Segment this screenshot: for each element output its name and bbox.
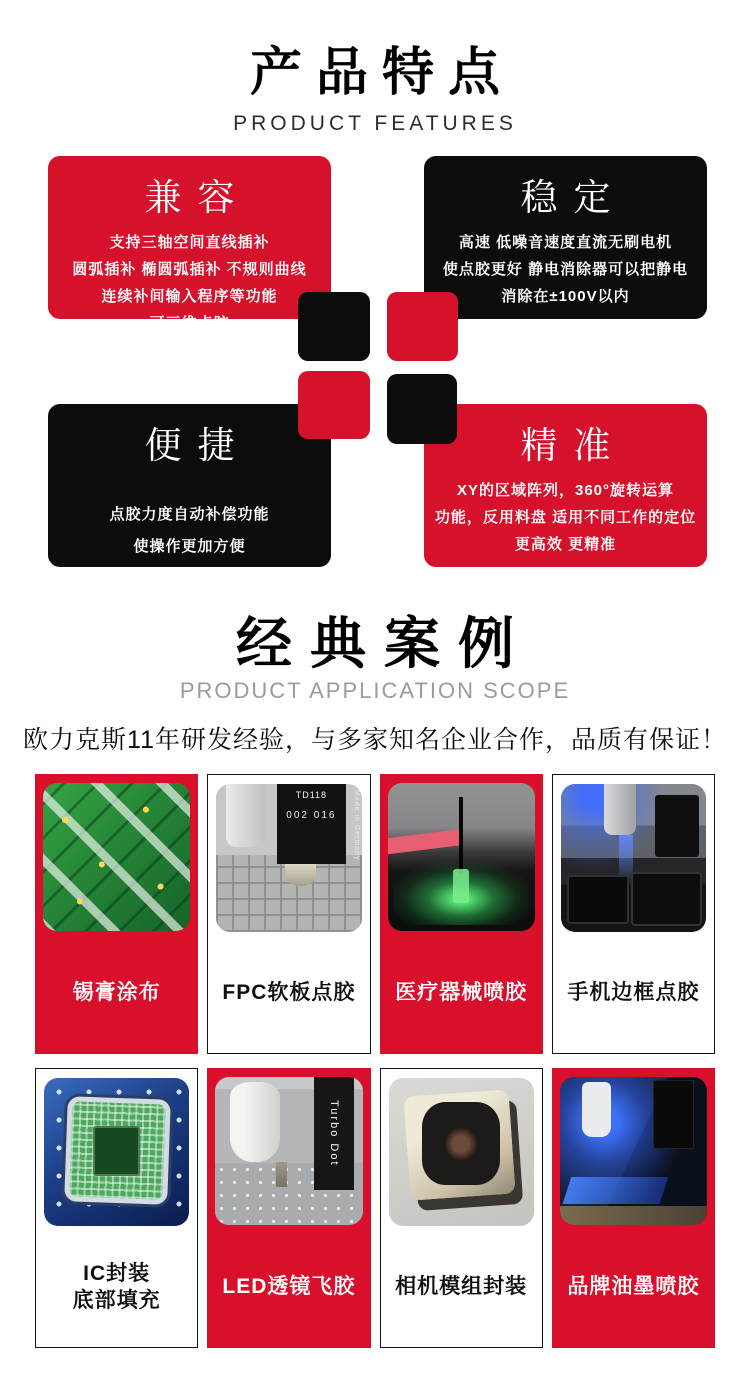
case-photo-ink-image xyxy=(560,1077,707,1225)
ink-lit-plate-art xyxy=(563,1177,669,1204)
feature-card-body xyxy=(424,229,707,310)
fpc-valve-art xyxy=(277,784,345,864)
cases-subtitle: PRODUCT APPLICATION SCOPE xyxy=(179,678,571,704)
feature-card-title: 稳定 xyxy=(520,177,627,219)
case-photo-medical-image xyxy=(388,783,535,931)
case-label-text: 手机边框点胶 xyxy=(567,981,700,1005)
feature-card-precise xyxy=(424,404,707,567)
case-label-text: 医疗器械喷胶 xyxy=(395,981,528,1005)
feature-line: 使点胶更好 静电消除器可以把静电 xyxy=(442,260,689,278)
feature-line: 可三维点胶 xyxy=(149,314,230,332)
case-tile-led-lens xyxy=(207,1068,370,1348)
led-machine-art xyxy=(314,1077,354,1189)
case-label-text: 相机模组封装 xyxy=(395,1275,528,1299)
case-label-text-line2: 底部填充 xyxy=(72,1288,161,1312)
feature-card-title: 便捷 xyxy=(144,425,251,467)
case-label xyxy=(552,1225,715,1348)
feature-line: 圆弧插补 椭圆弧插补 不规则曲线 xyxy=(72,260,307,278)
feature-line: 功能，反用料盘 适用不同工作的定位 xyxy=(434,508,697,526)
feature-card-body xyxy=(48,229,331,337)
cases-tagline: 欧力克斯11年研发经验，与多家知名企业合作，品质有保证！ xyxy=(23,726,727,755)
feature-line: 使操作更加方便 xyxy=(133,537,246,555)
case-tile-ink-spray xyxy=(552,1068,715,1348)
feature-card-stable xyxy=(424,156,707,319)
deco-square-red-bottom xyxy=(298,371,370,439)
features-subtitle: PRODUCT FEATURES xyxy=(233,111,517,135)
case-label-text: LED透镜飞胶 xyxy=(222,1275,356,1299)
cases-title: 经典案例 xyxy=(236,611,532,675)
feature-line: 消除在±100V以内 xyxy=(501,287,630,305)
feature-line: XY的区域阵列，360°旋转运算 xyxy=(456,481,675,499)
feature-line: 更高效 更精准 xyxy=(514,535,617,553)
case-tile-ic-underfill xyxy=(35,1068,198,1348)
led-syringe-art xyxy=(230,1082,280,1162)
deco-square-red-top xyxy=(387,292,458,361)
feature-card-body xyxy=(48,499,331,563)
phone-valve-art xyxy=(655,795,699,857)
ink-floor-art xyxy=(560,1206,707,1225)
case-photo-camera-image xyxy=(389,1078,534,1226)
deco-square-black-top xyxy=(298,292,370,361)
case-label-text: 品牌油墨喷胶 xyxy=(567,1275,700,1299)
case-tile-fpc-dispensing xyxy=(207,774,370,1054)
feature-card-compatible xyxy=(48,156,331,332)
case-label-text: IC封装 xyxy=(83,1261,151,1285)
medical-pink-strip-art xyxy=(388,829,462,855)
features-title: 产品特点 xyxy=(249,44,514,102)
medical-vial-art xyxy=(453,869,469,903)
case-tile-solder-paste xyxy=(35,774,198,1054)
feature-line: 高速 低噪音速度直流无刷电机 xyxy=(458,233,673,251)
feature-card-title: 兼容 xyxy=(144,177,251,219)
ic-core-art xyxy=(93,1126,139,1176)
ink-valve-art xyxy=(653,1080,693,1149)
cases-section-header xyxy=(0,613,750,757)
feature-card-body xyxy=(424,477,707,558)
medical-needle-art xyxy=(459,797,463,874)
feature-cards-area xyxy=(0,156,750,567)
fpc-code-text: 002 016 xyxy=(286,810,337,822)
case-photo-phone-image xyxy=(561,784,706,932)
case-tile-medical-spray xyxy=(380,774,543,1054)
case-label xyxy=(207,1225,370,1348)
case-photo-led-image xyxy=(215,1077,362,1225)
deco-square-black-bottom xyxy=(387,374,457,444)
case-photo-ic-image xyxy=(44,1078,189,1226)
case-label xyxy=(36,1226,197,1347)
fpc-origin-text: Made in Germany xyxy=(353,790,361,861)
feature-card-convenient xyxy=(48,404,331,567)
phone-tray-art xyxy=(567,875,629,923)
case-label xyxy=(35,931,198,1054)
case-gallery xyxy=(35,774,715,1348)
feature-line: 点胶力度自动补偿功能 xyxy=(109,505,270,523)
feature-line: 连续补间输入程序等功能 xyxy=(101,287,278,305)
phone-cylinder-art xyxy=(604,784,636,834)
led-brand-text: Turbo Dot xyxy=(327,1100,340,1167)
phone-tray-art xyxy=(631,872,702,926)
case-tile-camera-module xyxy=(380,1068,543,1348)
fpc-cylinder-art xyxy=(226,784,265,846)
case-photo-fpc-image xyxy=(216,784,361,932)
fpc-model-text: TD118 xyxy=(295,790,328,801)
case-label-text: FPC软板点胶 xyxy=(222,981,356,1005)
case-label xyxy=(380,931,543,1054)
case-label xyxy=(553,932,714,1053)
ink-syringe-art xyxy=(582,1082,611,1137)
case-label xyxy=(381,1226,542,1347)
features-section xyxy=(0,0,750,136)
case-tile-phone-frame xyxy=(552,774,715,1054)
case-label-text: 锡膏涂布 xyxy=(72,981,161,1005)
feature-line: 支持三轴空间直线插补 xyxy=(109,233,270,251)
led-nozzle-art xyxy=(276,1162,288,1187)
feature-card-title: 精准 xyxy=(520,425,627,467)
case-photo-pcb-image xyxy=(43,783,190,931)
case-label xyxy=(208,932,369,1053)
